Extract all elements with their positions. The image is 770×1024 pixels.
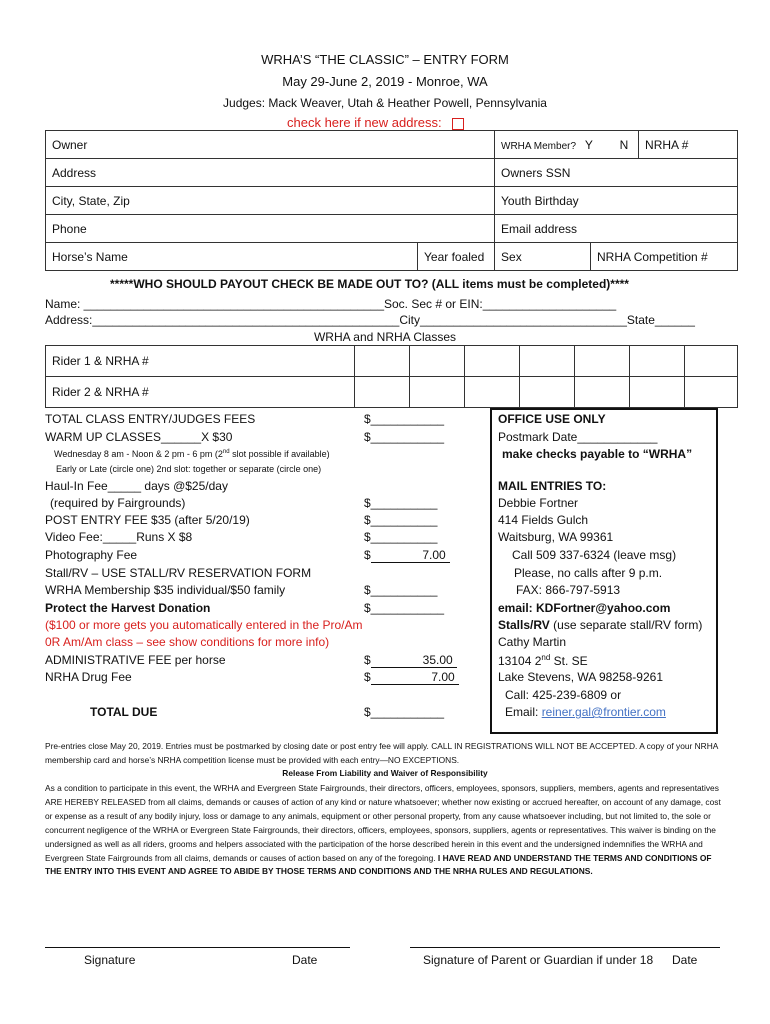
contact2-email-label: Email:: [505, 705, 542, 719]
judges-line: Judges: Mack Weaver, Utah & Heather Powell, Pennsylvania: [223, 96, 547, 110]
youth-birthday-label: Youth Birthday: [501, 193, 579, 208]
class-cell[interactable]: [575, 377, 630, 408]
class-cell[interactable]: [355, 346, 410, 377]
event-dates: May 29-June 2, 2019 - Monroe, WA: [282, 74, 488, 89]
contact2-name: Cathy Martin: [498, 635, 567, 649]
class-cell[interactable]: [355, 377, 410, 408]
class-cell[interactable]: [685, 377, 738, 408]
youth-birthday-field[interactable]: [495, 187, 738, 215]
owner-label: Owner: [52, 137, 88, 152]
harvest-label: Protect the Harvest Donation: [45, 601, 211, 615]
class-cell[interactable]: [410, 377, 465, 408]
contact2-address: [498, 653, 588, 668]
stalls-rv-note: [498, 618, 702, 632]
email-label: Email address: [501, 221, 578, 236]
nrha-competition-label: NRHA Competition #: [597, 249, 708, 264]
horse-name-field[interactable]: [46, 243, 418, 271]
mail-entries-heading: MAIL ENTRIES TO:: [498, 479, 607, 493]
sex-field[interactable]: [501, 250, 522, 264]
rider2-label: Rider 2 & NRHA #: [52, 385, 149, 399]
preentries-paragraph: Pre-entries close May 20, 2019. Entries must be postmarked by closing date or post entry fee will apply. CALL IN REGISTRATIONS WILL NOT BE ACCEPTED. A copy of your NRHA membership card and horse’s NRHA competition license must be provided with each entry—NO EXCEPTIONS.: [45, 741, 718, 765]
contact2-city: Lake Stevens, WA 98258-9261: [498, 670, 663, 684]
proam-note-2: 0R Am/Am class – see show conditions for more info): [45, 635, 330, 649]
guardian-signature-line[interactable]: [410, 947, 720, 948]
postmark-date: Postmark Date____________: [498, 430, 658, 444]
class-cell[interactable]: [465, 377, 520, 408]
class-cell[interactable]: [630, 377, 685, 408]
year-foaled-label: Year foaled: [424, 249, 485, 264]
wrha-member-label: WRHA Member?: [501, 140, 577, 152]
haul-in-amount[interactable]: $__________: [364, 496, 438, 510]
contact2-email: [505, 705, 666, 719]
address-field[interactable]: [46, 159, 495, 187]
new-address-prompt: [287, 115, 464, 130]
harvest-amount[interactable]: $___________: [364, 601, 445, 615]
warm-up-amount[interactable]: $___________: [364, 430, 445, 444]
date-label: Date: [292, 953, 318, 967]
no-calls-note: Please, no calls after 9 p.m.: [514, 566, 663, 580]
total-due-amount[interactable]: $___________: [364, 705, 445, 719]
release-body: As a condition to participate in this event, the WRHA and Evergreen State Fairgrounds, their directors, officers, employees, sponsors, suppliers, members, agents and representatives ARE HEREBY RELEASED from all claims, demands or causes of action of any kind or nature whatsoever; whether now existing or accrued hereafter, on account of any damage, cost or expense as a result of any bodily injury, loss or damage to any animals, equipment or other personal property, from any cause whatsoever including, but not limited to, the sole or concurrent negligence of the WRHA or Evergreen State Fairgrounds, their directors, officers, employees, sponsors, suppliers, agents or representatives. This waiver is binding on the undersigned as well as all riders, grooms and helpers associated with the participation of the horse described herein in this event and the undersigned indemnifies the WRHA and Evergreen State Fairgrounds from all claims, demands or causes of action based on any of the foregoing.: [45, 783, 721, 863]
stall-rv-label: Stall/RV – USE STALL/RV RESERVATION FORM: [45, 566, 312, 580]
early-late-note: Early or Late (circle one) 2nd slot: together or separate (circle one): [56, 464, 322, 474]
wednesday-text: Wednesday 8 am - Noon & 2 pm - 6 pm (2: [54, 449, 223, 459]
membership-amount[interactable]: $__________: [364, 583, 438, 597]
owners-ssn-label: Owners SSN: [501, 165, 571, 180]
member-yes-option[interactable]: Y: [584, 137, 593, 152]
warm-up-label[interactable]: WARM UP CLASSES______X $30: [45, 430, 233, 444]
contact1-address: 414 Fields Gulch: [498, 513, 589, 527]
admin-value: 35.00: [371, 653, 457, 668]
contact1-city: Waitsburg, WA 99361: [498, 530, 614, 544]
member-no-option[interactable]: N: [619, 137, 629, 152]
total-due-label: TOTAL DUE: [90, 705, 158, 719]
contact1-email: email: KDFortner@yahoo.com: [498, 601, 671, 615]
new-address-checkbox[interactable]: [452, 118, 464, 130]
nrha-number-label: NRHA #: [645, 137, 689, 152]
phone-label: Phone: [52, 221, 87, 236]
release-paragraph: [45, 782, 725, 879]
haul-in-label[interactable]: Haul-In Fee_____ days @$25/day: [45, 479, 228, 493]
class-cell[interactable]: [520, 377, 575, 408]
owners-ssn-field[interactable]: [495, 159, 738, 187]
payout-heading: *****WHO SHOULD PAYOUT CHECK BE MADE OUT TO? (ALL items must be completed)****: [110, 277, 629, 291]
stalls-rv-lead: Stalls/RV: [498, 618, 550, 632]
drug-dollar: $: [364, 670, 371, 684]
signature-line[interactable]: [45, 947, 350, 948]
sex-and-competition: [495, 243, 591, 271]
year-foaled-field[interactable]: [418, 243, 495, 271]
guardian-signature-label: Signature of Parent or Guardian if under 18: [423, 953, 654, 967]
rider1-field[interactable]: [46, 346, 355, 377]
membership-label: WRHA Membership $35 individual/$50 family: [45, 583, 286, 597]
class-cell[interactable]: [685, 346, 738, 377]
guardian-date-label: Date: [672, 953, 698, 967]
photo-dollar: $: [364, 548, 371, 562]
photo-fee-amount: [364, 548, 450, 563]
classes-table: [45, 345, 738, 408]
admin-dollar: $: [364, 653, 371, 667]
class-cell[interactable]: [575, 346, 630, 377]
class-cell[interactable]: [520, 346, 575, 377]
drug-value: 7.00: [371, 670, 459, 685]
contact1-call: Call 509 337-6324 (leave msg): [512, 548, 677, 562]
nrha-number-field[interactable]: [639, 131, 738, 159]
proam-note-1: ($100 or more gets you automatically entered in the Pro/Am: [45, 618, 363, 632]
photo-fee-label: Photography Fee: [45, 548, 138, 562]
horse-name-label: Horse’s Name: [52, 249, 128, 264]
checks-payable: make checks payable to “WRHA”: [502, 447, 693, 461]
contact2-address-sup: nd: [541, 653, 551, 662]
office-use-label: OFFICE USE ONLY: [498, 412, 606, 426]
signature-label: Signature: [84, 953, 136, 967]
contact1-name: Debbie Fortner: [498, 496, 579, 510]
new-address-label: check here if new address:: [287, 115, 442, 130]
class-cell[interactable]: [410, 346, 465, 377]
nrha-competition-field[interactable]: [591, 243, 738, 271]
class-cell[interactable]: [630, 346, 685, 377]
payout-name-line[interactable]: Name: _____________________________________________Soc. Sec # or EIN:____________________: [45, 297, 617, 311]
agreement-statement: I HAVE READ AND UNDERSTAND THE TERMS AND CONDITIONS OF THE ENTRY INTO THIS EVENT AND AGREE TO ABIDE BY THOSE TERMS AND CONDITIONS AND THE NRHA RULES AND REGULATIONS.: [45, 852, 712, 877]
admin-fee-label: ADMINISTRATIVE FEE per horse: [45, 653, 226, 667]
form-title: WRHA’S “THE CLASSIC” – ENTRY FORM: [261, 52, 509, 67]
release-title: Release From Liability and Waiver of Responsibility: [282, 768, 488, 778]
rider1-label: Rider 1 & NRHA #: [52, 354, 149, 368]
drug-fee-amount: [364, 670, 459, 685]
wrha-member-field[interactable]: [495, 131, 639, 159]
wednesday-note: [54, 449, 330, 459]
payout-address-line[interactable]: Address:______________________________________________City_______________________________State______: [45, 313, 695, 327]
photo-value: 7.00: [371, 548, 450, 563]
admin-fee-amount: [364, 653, 457, 668]
wednesday-end: slot possible if available): [229, 449, 330, 459]
owner-info-table: [45, 130, 738, 271]
contact2-address-a: 13104 2: [498, 654, 542, 668]
classes-heading: WRHA and NRHA Classes: [313, 330, 457, 344]
video-fee-label[interactable]: Video Fee:_____Runs X $8: [45, 530, 193, 544]
city-state-zip-field[interactable]: [46, 187, 495, 215]
drug-fee-label: NRHA Drug Fee: [45, 670, 132, 684]
owner-field[interactable]: [46, 131, 495, 159]
required-fairgrounds: (required by Fairgrounds): [50, 496, 186, 510]
sex-label: Sex: [501, 249, 522, 264]
stalls-rv-rest: (use separate stall/RV form): [549, 618, 703, 632]
contact2-email-link[interactable]: reiner.gal@frontier.com: [541, 705, 666, 719]
contact2-call: Call: 425-239-6809 or: [505, 688, 622, 702]
class-cell[interactable]: [465, 346, 520, 377]
post-entry-label: POST ENTRY FEE $35 (after 5/20/19): [45, 513, 250, 527]
phone-field[interactable]: [46, 215, 495, 243]
total-class-label: TOTAL CLASS ENTRY/JUDGES FEES: [45, 412, 256, 426]
total-class-amount[interactable]: $___________: [364, 412, 445, 426]
wednesday-sup: nd: [222, 449, 230, 455]
city-state-zip-label: City, State, Zip: [52, 193, 130, 208]
post-entry-amount[interactable]: $__________: [364, 513, 438, 527]
contact1-fax: FAX: 866-797-5913: [516, 583, 621, 597]
video-fee-amount[interactable]: $__________: [364, 530, 438, 544]
contact2-address-b: St. SE: [550, 654, 588, 668]
email-field[interactable]: [495, 215, 738, 243]
rider2-field[interactable]: [46, 377, 355, 408]
address-label: Address: [52, 165, 97, 180]
